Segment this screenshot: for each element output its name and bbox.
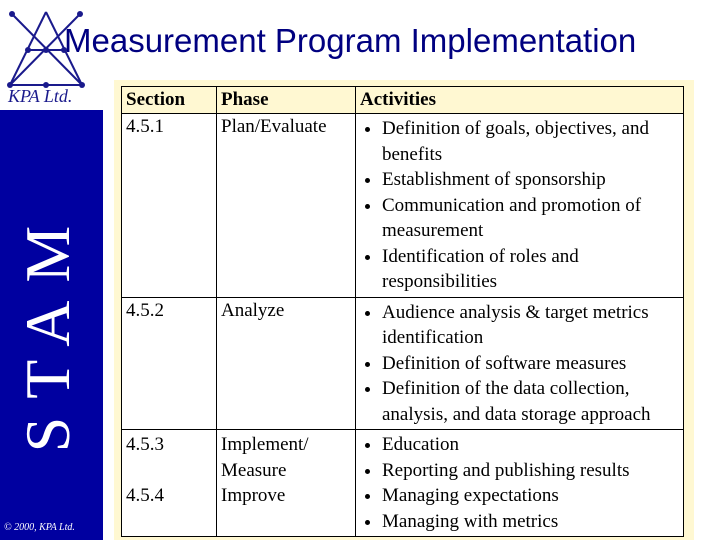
table-row [122,430,684,537]
activity-item: • Audience analysis & target metrics identification [382,300,679,351]
activities-cell [356,430,684,537]
activity-item: • Definition of the data collection, analysis, and data storage approach [382,376,679,427]
section-value: 4.5.4 [126,485,164,506]
activity-item: • Communication and promotion of measurement [382,193,679,244]
phase-cell [217,430,356,537]
activity-item: • Establishment of sponsorship [382,167,679,193]
table-row [122,114,684,298]
activity-item: • Identification of roles and responsibilities [382,244,679,295]
activity-item: • Managing with metrics [382,509,679,535]
phase-cell: Analyze [217,297,356,430]
section-value: 4.5.3 [126,434,164,455]
slide-title: Measurement Program Implementation [64,22,637,59]
section-cell: 4.5.2 [122,297,217,430]
activities-cell [356,297,684,430]
phase-cell: Plan/Evaluate [217,114,356,298]
activity-item: • Definition of goals, objectives, and benefits [382,116,679,167]
header-section: Section [122,87,217,114]
section-cell [122,430,217,537]
activities-table [121,86,684,537]
copyright-notice: © 2000, KPA Ltd. [4,522,75,533]
activity-item: • Reporting and publishing results [382,458,679,484]
phase-value: Implement/ Measure [221,434,309,481]
table-row [122,297,684,430]
phase-value: Improve [221,485,286,506]
header-activities: Activities [356,87,684,114]
activity-item: • Education [382,432,679,458]
activity-item: • Managing expectations [382,483,679,509]
header-phase: Phase [217,87,356,114]
activities-cell [356,114,684,298]
activity-item: • Definition of software measures [382,351,679,377]
section-cell: 4.5.1 [122,114,217,298]
logo-text: KPA Ltd. [8,86,73,106]
table-header-row [122,87,684,114]
sidebar-vertical-text: STAM [12,207,83,453]
